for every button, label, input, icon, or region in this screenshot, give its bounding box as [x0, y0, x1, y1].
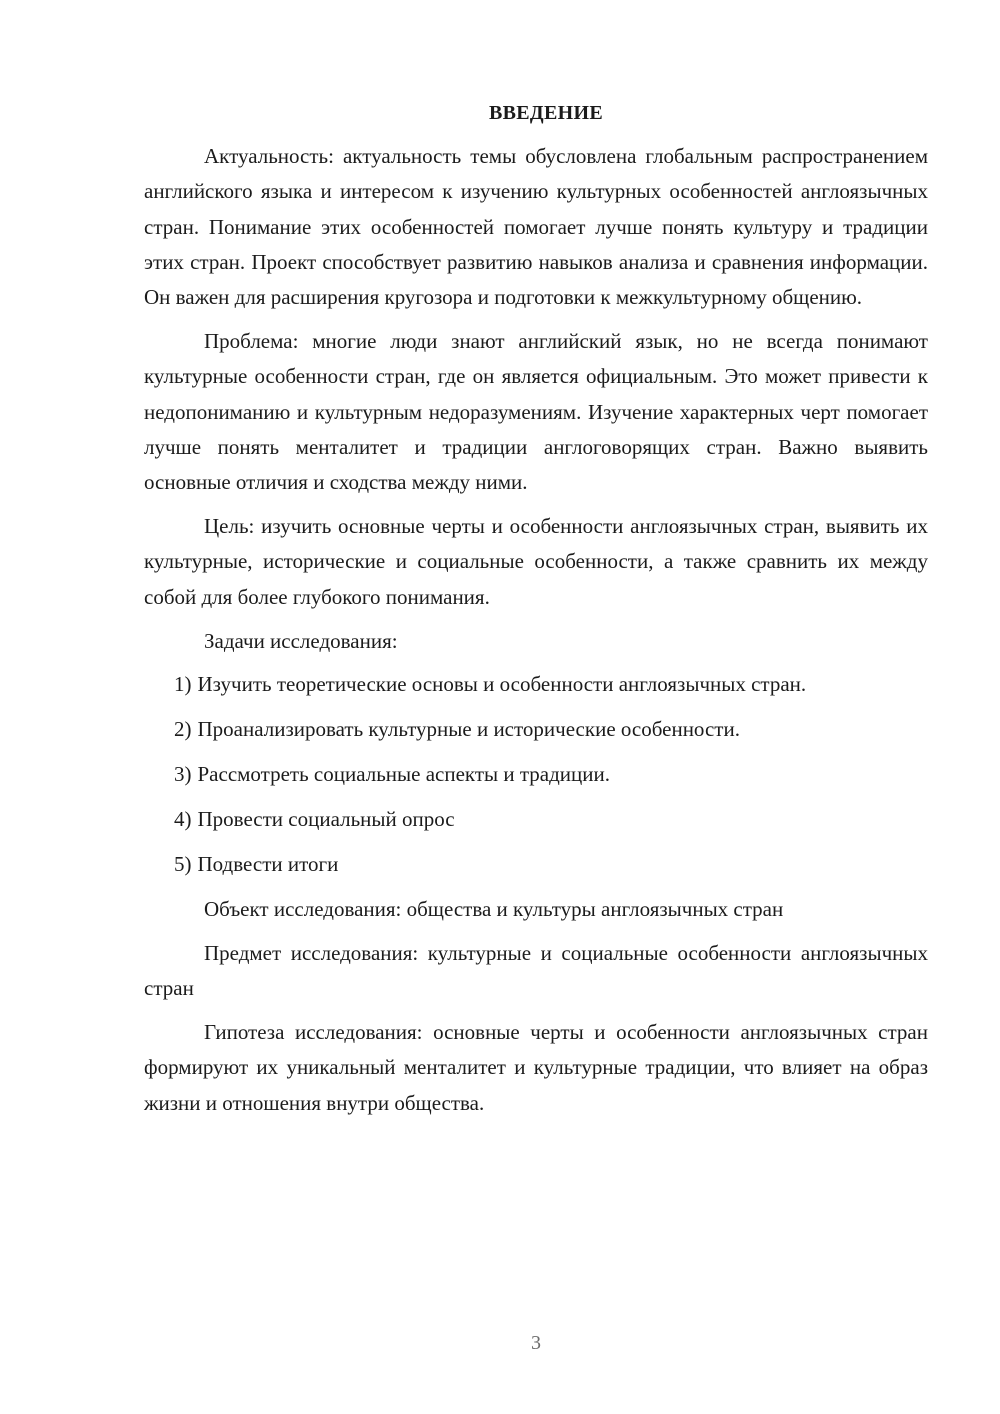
goal-paragraph: Цель: изучить основные черты и особенности англоязычных стран, выявить их культурные, исторические и социальные особенности, а также сравнить их между собой для более глубокого понимания. — [144, 514, 928, 609]
list-item-number: 2) — [174, 716, 192, 741]
list-item-number: 4) — [174, 806, 192, 831]
list-item-text: Изучить теоретические основы и особенности англоязычных стран. — [197, 672, 807, 697]
list-item-number: 1) — [174, 672, 192, 697]
relevance-paragraph: Актуальность: актуальность темы обусловлена глобальным распространением английского языка и интересом к изучению культурных особенностей англоязычных стран. Понимание этих особенностей помогает лучше понять культуру и традиции этих стран. Проект способствует развитию навыков анализа и сравнения информации. Он важен для расширения кругозора и подготовки к межкультурному общению. — [144, 144, 928, 310]
list-item — [174, 757, 928, 792]
list-item — [174, 712, 928, 747]
page-number: 3 — [531, 1332, 541, 1354]
object-paragraph: Объект исследования: общества и культуры англоязычных стран — [204, 896, 784, 921]
list-item — [174, 802, 928, 837]
tasks-list — [144, 667, 928, 882]
list-item-text: Рассмотреть социальные аспекты и традиции. — [197, 761, 610, 786]
hypothesis-paragraph: Гипотеза исследования: основные черты и особенности англоязычных стран формируют их уникальный менталитет и культурные традиции, что влияет на образ жизни и отношения внутри общества. — [144, 1020, 928, 1115]
page-title: ВВЕДЕНИЕ — [489, 102, 603, 124]
list-item-number: 3) — [174, 761, 192, 786]
list-item-number: 5) — [174, 851, 192, 876]
list-item-text: Подвести итоги — [197, 851, 339, 876]
tasks-heading: Задачи исследования: — [204, 628, 398, 653]
list-item-text: Провести социальный опрос — [197, 806, 455, 831]
subject-paragraph: Предмет исследования: культурные и социальные особенности англоязычных стран — [144, 940, 928, 1000]
page-content — [144, 96, 928, 1121]
list-item — [174, 667, 928, 702]
problem-paragraph: Проблема: многие люди знают английский язык, но не всегда понимают культурные особенности стран, где он является официальным. Это может привести к недопониманию и культурным недоразумениям. Изучение характерных черт помогает лучше понять менталитет и традиции англоговорящих стран. Важно выявить основные отличия и сходства между ними. — [144, 329, 928, 495]
list-item — [174, 847, 928, 882]
list-item-text: Проанализировать культурные и исторические особенности. — [197, 716, 740, 741]
